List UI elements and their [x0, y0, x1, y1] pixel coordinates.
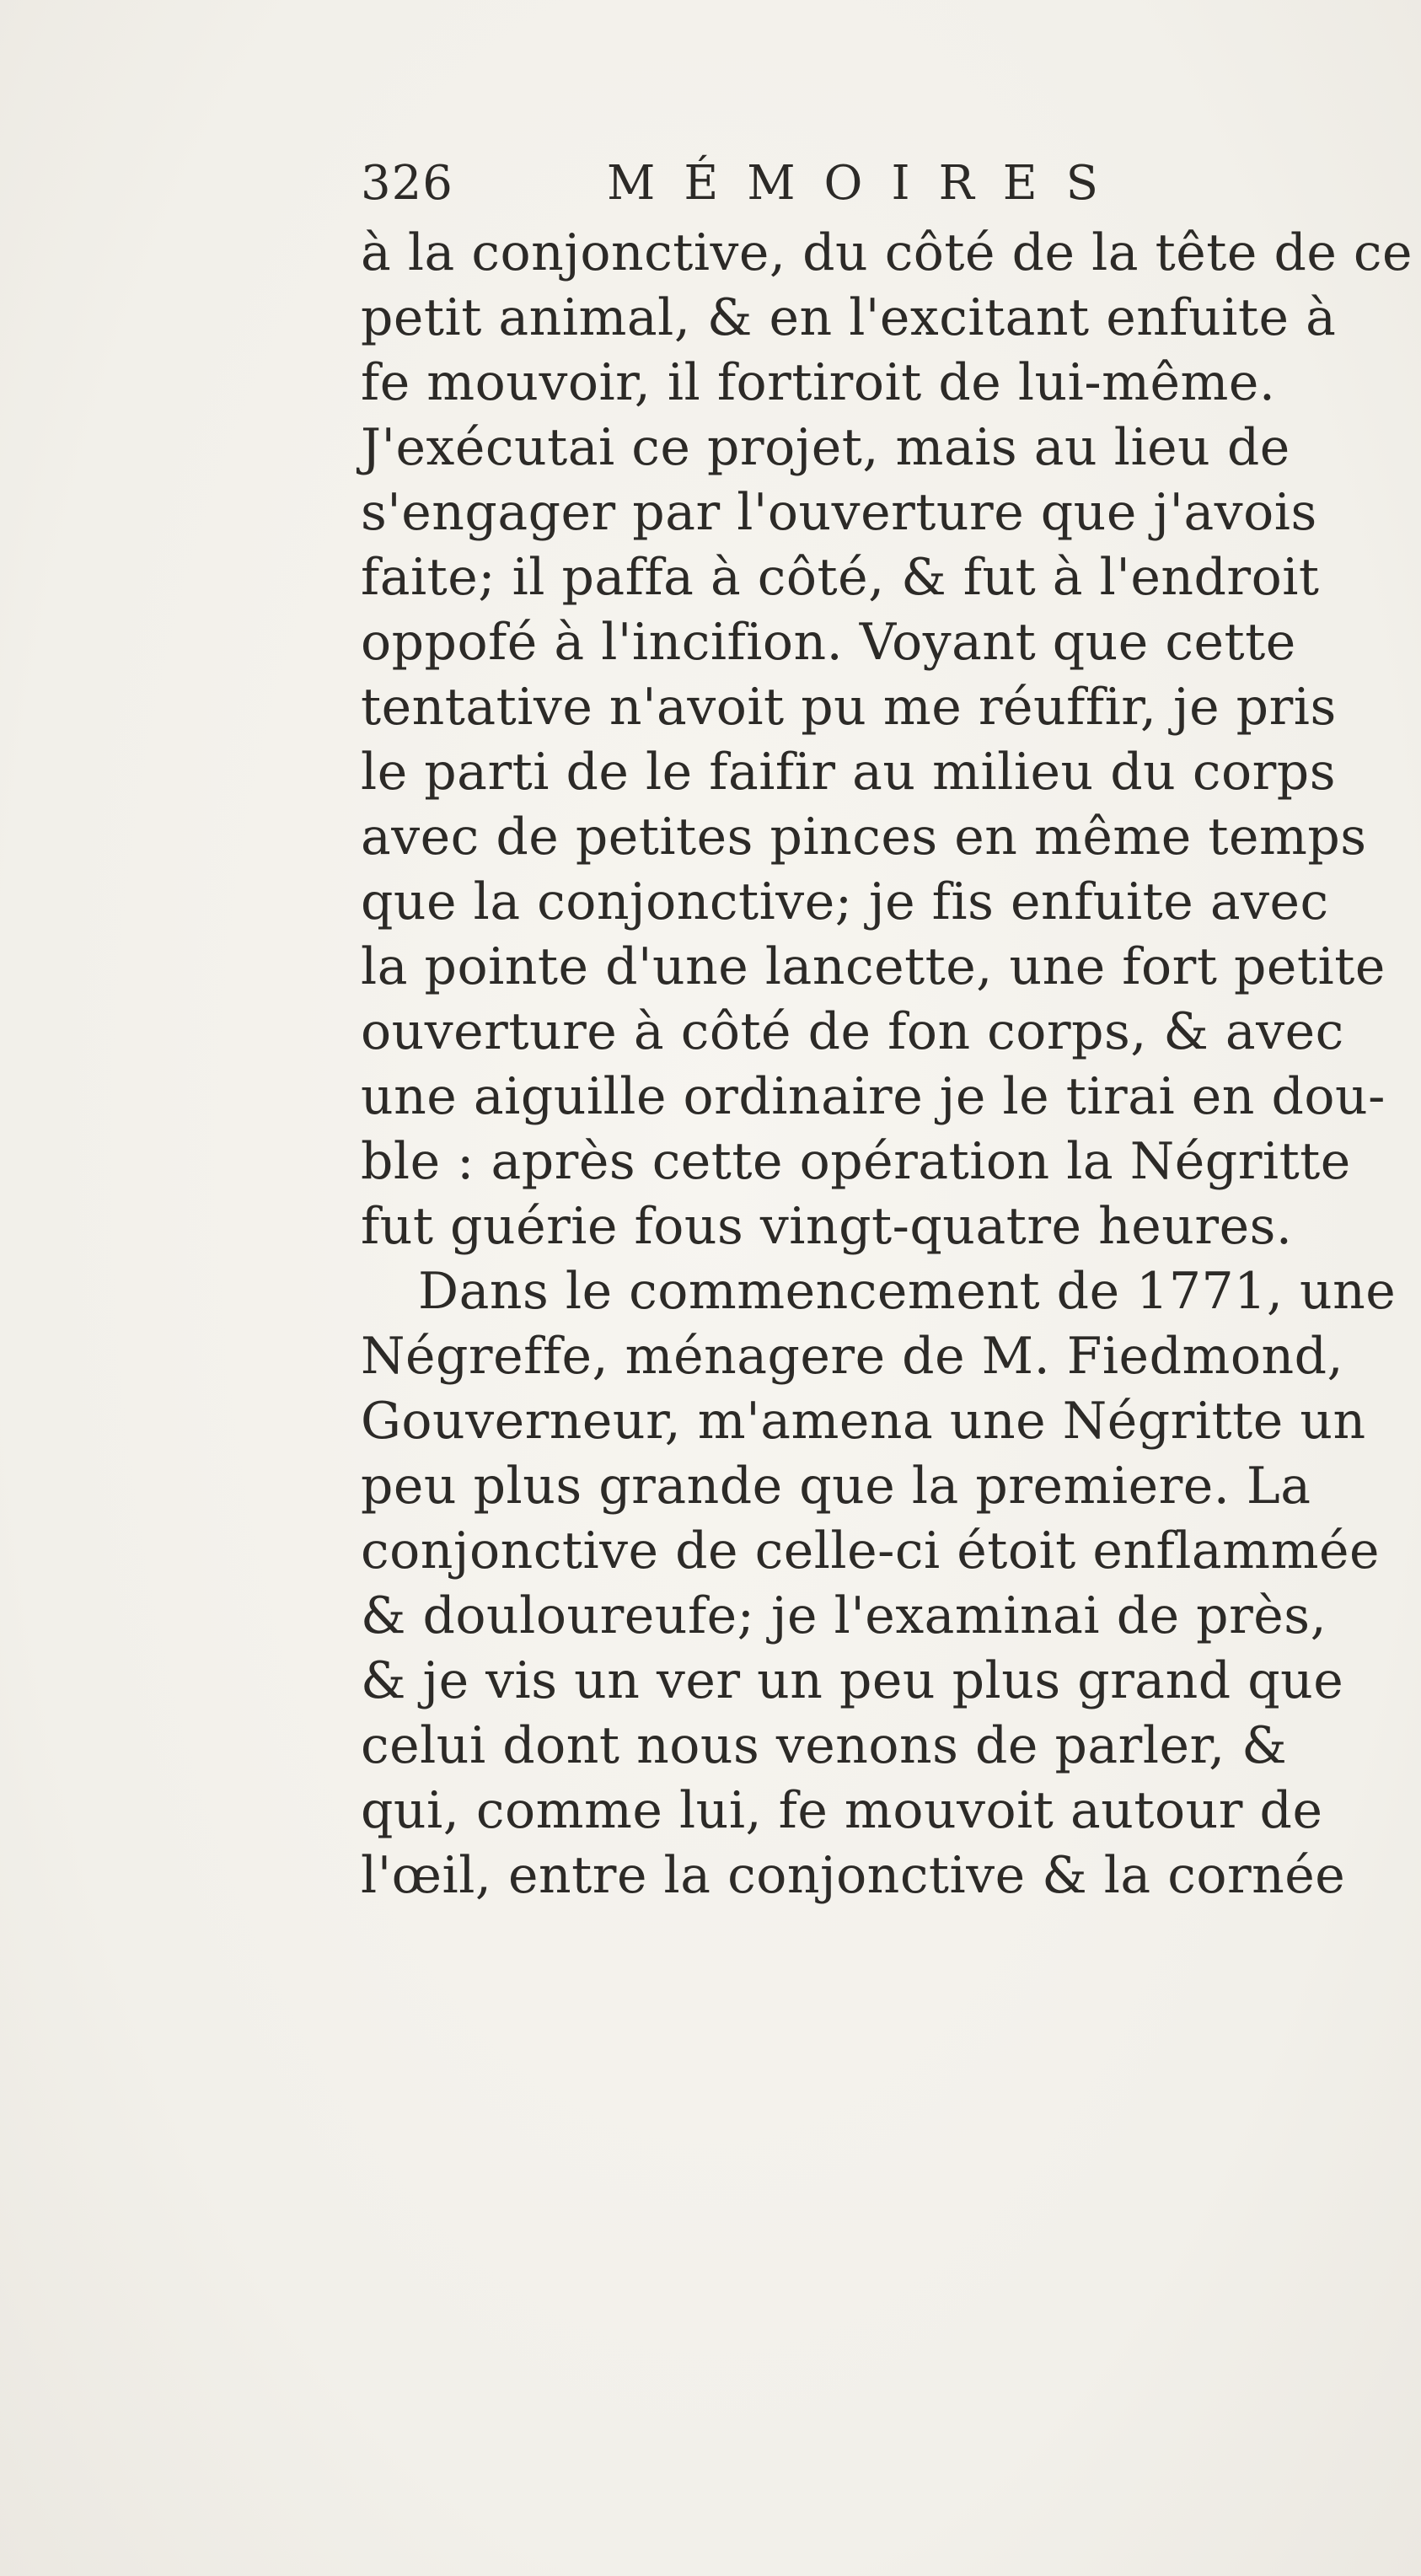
text-line: Gouverneur, m'amena une Négritte un [361, 1392, 1366, 1451]
text-line: & je vis un ver un peu plus grand que [361, 1651, 1344, 1710]
running-title: MÉMOIRES [607, 156, 1127, 211]
text-line: petit animal, & en l'excitant enfuite à [361, 288, 1337, 347]
text-line: ouverture à côté de fon corps, & avec [361, 1002, 1344, 1061]
paragraph-start-line: Dans le commencement de 1771, une [418, 1262, 1397, 1321]
text-line: ble : après cette opération la Négritte [361, 1132, 1351, 1191]
text-line: conjonctive de celle-ci étoit enflammée [361, 1521, 1380, 1580]
text-line: le parti de le faifir au milieu du corps [361, 743, 1336, 802]
page-number: 326 [361, 156, 453, 211]
text-line: oppofé à l'incifion. Voyant que cette [361, 613, 1296, 672]
text-line: fut guérie fous vingt-quatre heures. [361, 1197, 1293, 1256]
text-line: fe mouvoir, il fortiroit de lui-même. [361, 353, 1276, 412]
text-line: à la conjonctive, du côté de la tête de ce [361, 223, 1413, 282]
body-text [361, 221, 1413, 1908]
text-line: Négreffe, ménagere de M. Fiedmond, [361, 1327, 1344, 1386]
text-line: faite; il paffa à côté, & fut à l'endroit [361, 548, 1320, 607]
text-line: tentative n'avoit pu me réuffir, je pris [361, 678, 1337, 737]
text-line: & douloureufe; je l'examinai de près, [361, 1586, 1327, 1645]
text-line: avec de petites pinces en même temps [361, 808, 1367, 867]
text-line: peu plus grande que la premiere. La [361, 1457, 1311, 1516]
running-head [361, 150, 1127, 217]
text-line: celui dont nous venons de parler, & [361, 1716, 1288, 1775]
text-line: l'œil, entre la conjonctive & la cornée [361, 1846, 1346, 1905]
text-line: s'engager par l'ouverture que j'avois [361, 483, 1317, 542]
text-line: une aiguille ordinaire je le tirai en dou- [361, 1067, 1386, 1126]
text-line: qui, comme lui, fe mouvoit autour de [361, 1781, 1323, 1840]
text-line: J'exécutai ce projet, mais au lieu de [361, 418, 1290, 477]
text-line: la pointe d'une lancette, une fort petite [361, 937, 1386, 996]
text-line: que la conjonctive; je fis enfuite avec [361, 872, 1329, 931]
